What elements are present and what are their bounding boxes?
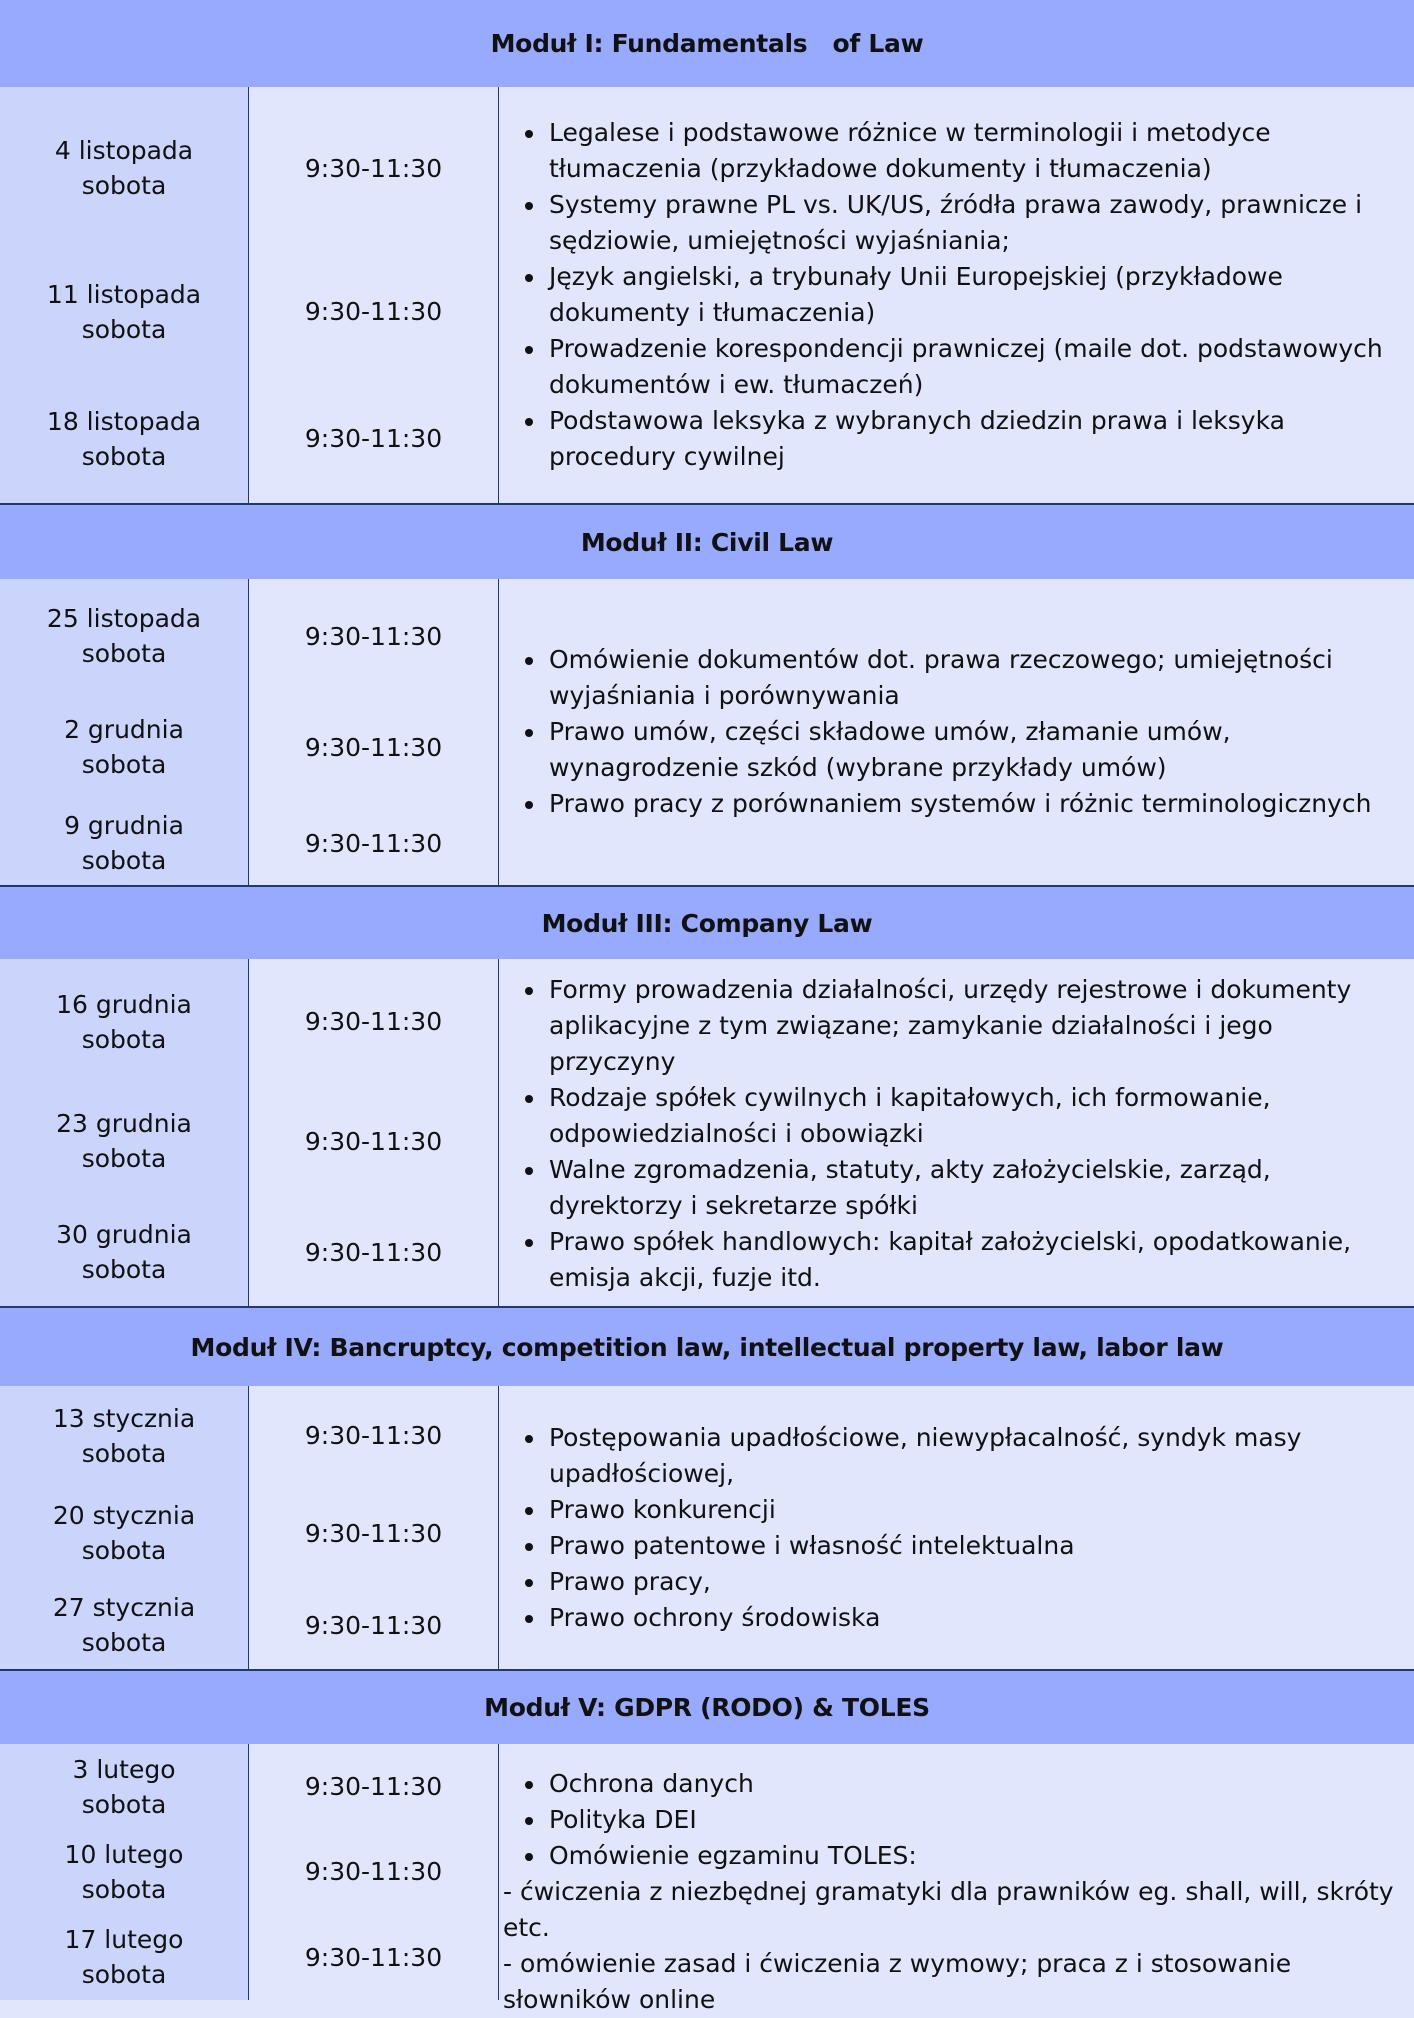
session-day: sobota: [81, 1628, 167, 1657]
session-date-cell: [0, 87, 250, 251]
session-date: 10 lutego: [64, 1839, 184, 1869]
topic-item: • Legalese i podstawowe różnice w terminologii i metodyce tłumaczenia (przykładowe dokumenty i tłumaczenia): [547, 115, 1406, 187]
module-5-topics: [499, 1744, 1414, 2014]
session-date: 18 listopada: [46, 406, 202, 436]
session-date: 25 listopada: [46, 604, 202, 633]
session-date-cell: [0, 1744, 250, 1831]
session-date-cell: [0, 1386, 250, 1487]
topic-list: [499, 1766, 1406, 1874]
topic-item: • Systemy prawne PL vs. UK/US, źródła prawa zawody, prawnicze i sędziowie, umiejętności wyjaśniania;: [547, 187, 1406, 259]
module-3-header: Moduł III: Company Law: [0, 885, 1414, 961]
session-date: 11 listopada: [46, 279, 202, 309]
session-day: sobota: [81, 639, 167, 668]
session-date: 16 grudnia: [56, 989, 192, 1019]
module-3-topics: [499, 959, 1414, 1306]
session-time: 9:30-11:30: [249, 801, 500, 885]
session-day: sobota: [81, 750, 167, 779]
topic-item: • Rodzaje spółek cywilnych i kapitałowych, ich formowanie, odpowiedzialności i obowiązki: [547, 1080, 1406, 1152]
topic-item: • Prawo pracy,: [547, 1564, 1406, 1600]
session-time: 9:30-11:30: [249, 249, 500, 376]
session-date-cell: [0, 801, 250, 885]
session-time: 9:30-11:30: [249, 374, 500, 503]
session-date-cell: [0, 1581, 250, 1669]
session-day: sobota: [81, 441, 167, 471]
session-date-cell: [0, 959, 250, 1086]
topic-list: [499, 642, 1406, 822]
session-date-cell: [0, 1084, 250, 1200]
session-date: 23 grudnia: [56, 1109, 192, 1138]
session-day: sobota: [81, 1144, 167, 1173]
topic-item: • Język angielski, a trybunały Unii Europejskiej (przykładowe dokumenty i tłumaczenia): [547, 259, 1406, 331]
topic-item: • Omówienie dokumentów dot. prawa rzeczowego; umiejętności wyjaśniania i porównywania: [547, 642, 1406, 714]
session-date: 3 lutego: [72, 1754, 176, 1784]
session-date-cell: [0, 249, 250, 376]
topic-item: • Prawo konkurencji: [547, 1492, 1406, 1528]
session-date-cell: [0, 1829, 250, 1916]
session-date: 17 lutego: [64, 1925, 184, 1954]
session-time: 9:30-11:30: [249, 87, 500, 251]
topic-list: [499, 972, 1406, 1296]
topic-item: • Formy prowadzenia działalności, urzędy rejestrowe i dokumenty aplikacyjne z tym związane; zamykanie działalności i jego przyczyny: [547, 972, 1406, 1080]
module-1-topics: [499, 87, 1414, 503]
session-time: 9:30-11:30: [249, 693, 500, 803]
module-2-topics: [499, 579, 1414, 885]
topic-item: • Prawo spółek handlowych: kapitał założycielski, opodatkowanie, emisja akcji, fuzje itd.: [547, 1224, 1406, 1296]
session-date-cell: [0, 374, 250, 503]
topic-item: • Prawo umów, części składowe umów, złamanie umów, wynagrodzenie szkód (wybrane przykłady umów): [547, 714, 1406, 786]
session-date: 27 stycznia: [52, 1593, 196, 1622]
session-time: 9:30-11:30: [249, 1581, 500, 1669]
topic-item: • Postępowania upadłościowe, niewypłacalność, syndyk masy upadłościowej,: [547, 1420, 1406, 1492]
session-day: sobota: [81, 1438, 167, 1468]
session-day: sobota: [81, 1255, 167, 1284]
session-time: 9:30-11:30: [249, 959, 500, 1086]
session-date-cell: [0, 579, 250, 695]
session-day: sobota: [81, 846, 167, 875]
module-2-header: Moduł II: Civil Law: [0, 503, 1414, 581]
session-date-cell: [0, 1198, 250, 1306]
session-time: 9:30-11:30: [249, 1485, 500, 1583]
module-5-header: Moduł V: GDPR (RODO) & TOLES: [0, 1669, 1414, 1746]
session-day: sobota: [81, 1874, 167, 1904]
session-day: sobota: [81, 171, 167, 200]
topic-note: - omówienie zasad i ćwiczenia z wymowy; praca z i stosowanie słowników online: [503, 1949, 1292, 2014]
session-time: 9:30-11:30: [249, 1084, 500, 1200]
module-4-topics: [499, 1386, 1414, 1669]
session-day: sobota: [81, 1024, 167, 1054]
session-time: 9:30-11:30: [249, 1198, 500, 1306]
topic-item: • Omówienie egzaminu TOLES:: [547, 1838, 1406, 1874]
session-time: 9:30-11:30: [249, 1829, 500, 1916]
session-time: 9:30-11:30: [249, 1386, 500, 1487]
topic-item: • Podstawowa leksyka z wybranych dziedzin prawa i leksyka procedury cywilnej: [547, 403, 1406, 475]
session-date: 13 stycznia: [52, 1403, 196, 1433]
session-time: 9:30-11:30: [249, 1914, 500, 2000]
topic-list: [499, 1420, 1406, 1636]
session-date: 4 listopada: [54, 136, 194, 165]
topic-item: • Polityka DEI: [547, 1802, 1406, 1838]
session-date-cell: [0, 693, 250, 803]
topic-item: • Walne zgromadzenia, statuty, akty założycielskie, zarząd, dyrektorzy i sekretarze spółki: [547, 1152, 1406, 1224]
session-day: sobota: [81, 314, 167, 344]
module-4-header: Moduł IV: Bancruptcy, competition law, intellectual property law, labor law: [0, 1306, 1414, 1388]
module-1-header: Moduł I: Fundamentals of Law: [0, 0, 1414, 89]
topic-list: [499, 115, 1406, 475]
session-date: 20 stycznia: [52, 1501, 196, 1530]
session-date: 2 grudnia: [64, 715, 184, 744]
session-day: sobota: [81, 1960, 167, 1989]
session-date-cell: [0, 1485, 250, 1583]
topic-item: • Ochrona danych: [547, 1766, 1406, 1802]
topic-note: - ćwiczenia z niezbędnej gramatyki dla prawników eg. shall, will, skróty etc.: [503, 1877, 1394, 1942]
topic-item: • Prowadzenie korespondencji prawniczej (maile dot. podstawowych dokumentów i ew. tłumaczeń): [547, 331, 1406, 403]
session-day: sobota: [81, 1789, 167, 1819]
topic-item: • Prawo patentowe i własność intelektualna: [547, 1528, 1406, 1564]
topic-item: • Prawo pracy z porównaniem systemów i różnic terminologicznych: [547, 786, 1406, 822]
session-day: sobota: [81, 1536, 167, 1565]
session-date: 30 grudnia: [56, 1220, 192, 1249]
session-date: 9 grudnia: [64, 811, 184, 840]
session-time: 9:30-11:30: [249, 1744, 500, 1831]
session-date-cell: [0, 1914, 250, 2000]
session-time: 9:30-11:30: [249, 579, 500, 695]
topic-item: • Prawo ochrony środowiska: [547, 1600, 1406, 1636]
